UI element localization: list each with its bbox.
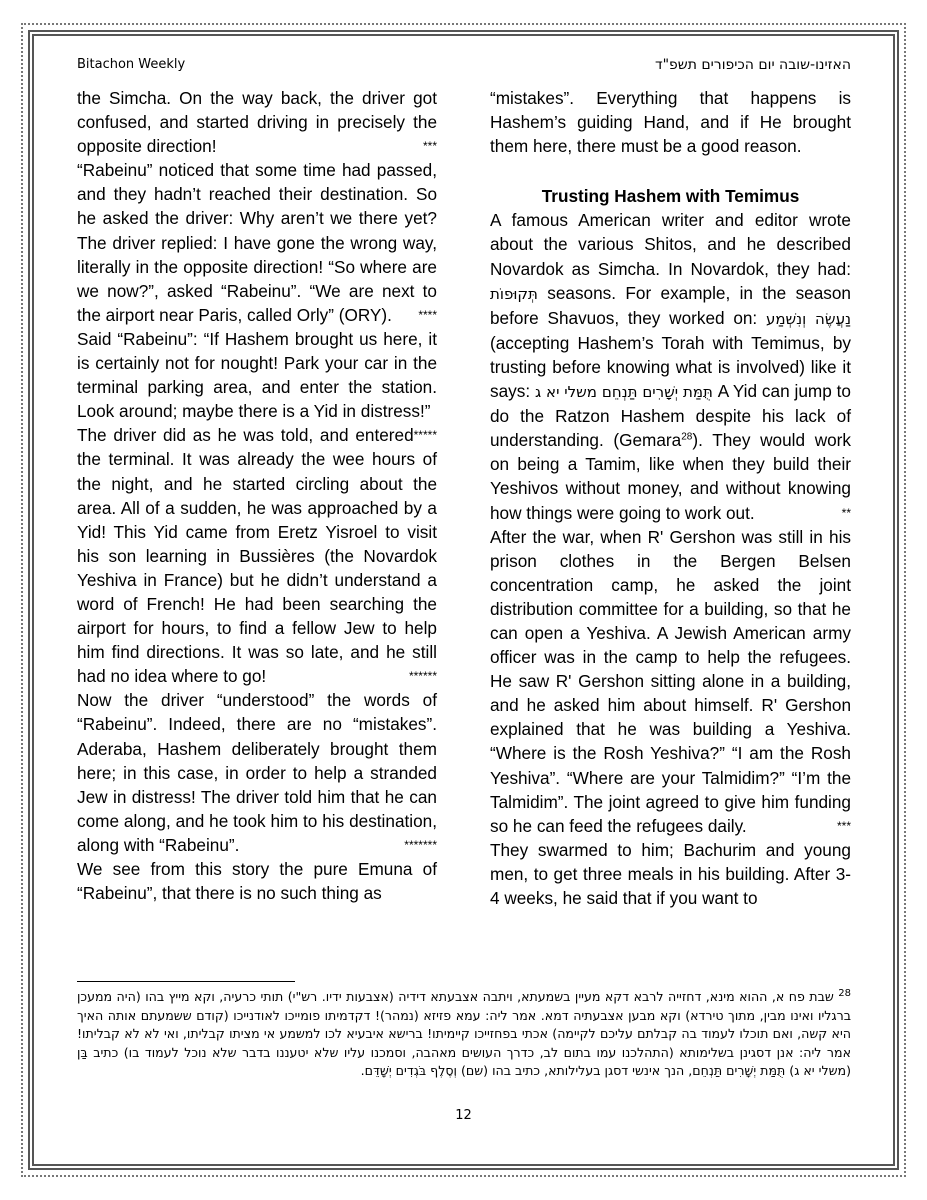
paragraph: They swarmed to him; Bachurim and young men, to get three meals in his building. After 3-4 weeks, he said that if you want to [490,839,851,908]
paragraph-text: the Simcha. On the way back, the driver got confused, and started driving in precisely the opposite direction! [77,88,437,157]
right-column [490,86,851,910]
paragraph [490,525,851,838]
header-publication: Bitachon Weekly [77,57,186,72]
paragraph-text: “Rabeinu” noticed that some time had passed, and they hadn’t reached their destination. So he asked the driver: Why aren’t we there yet? The driver replied: I have gone the wrong way, literally in the opposite direction! “So where are we now?”, asked “Rabeinu”. “We are next to the airport near Paris, called Orly” (ORY). [77,160,437,325]
paragraph [490,208,851,524]
footnote-ref: 28 [681,431,693,443]
paragraph-text: ). They would work on being a Tamim, like when they build their Yeshivos without money, and without knowing how things were going to work out. [490,430,851,523]
hebrew-term: נַעֲשֶׂה וְנִשְׁמַע [765,309,851,328]
section-stars: ****** [408,669,437,684]
footnote-text: שבת פח א, ההוא מינא, דחזייה לרבא דקא מעיין בשמעתא, ויתבה אצבעתא דידיה (אצבעות ידיו. רש"י) תותי כרעיה, וקא מייץ בהו (היה ממעכן ברגליו ואינו מבין, מתוך טירדא) וקא מבען אצבעתיה דמא. אמר ליה: עמא פזיזא (נמהר)! דקדמיתו פומייכו לאודנייכו (קודם ששמעתם אותה האיך היא קשה, ואם תוכלו לעמוד בה קבלתם עליכם לקיימה) אכתי בפחזייכו קיימיתו! ברישא איבעיא לכו למשמע אי מציתו קבליתו, ואי לא לא קבליתו! אמר ליה: אנן דסגינן בשלימותא (התהלכנו עמו בתום לב, כדרך העושים מאהבה, וסמכנו עליו שלא יטעננו בדבר שלא נוכל לעמוד בו) כתיב בַּן (משלי יא ג) תֻּמַּת יְשָׁרִים תַּנְחֵם, הנך אינשי דסגן בעלילותא, כתיב בהו (שם) וְסֶלֶף בֹּגְדִים יְשָׁדֵּם. [77,989,851,1079]
paragraph-text: A famous American writer and editor wrote about the various Shitos, and he described Novardok as Simcha. In Novardok, they had: [490,210,851,279]
section-stars: ***** [413,428,437,443]
section-stars: ******* [404,837,437,852]
paragraph-text: A Yid can jump to do the Ratzon Hashem despite his lack of understanding. (Gemara [490,381,851,451]
paragraph [77,423,437,688]
paragraph: “mistakes”. Everything that happens is Hashem’s guiding Hand, and if He brought them here, there must be a good reason. [490,88,851,157]
section-stars: ** [841,505,851,520]
paragraph [77,86,437,158]
section-stars: *** [836,818,851,833]
footnote-number: 28 [838,987,851,999]
paragraph [77,857,437,905]
paragraph [77,688,437,857]
page-number: 12 [455,1108,472,1123]
footnote-divider [77,981,295,982]
footnote [77,988,851,1081]
paragraph-text: After the war, when R' Gershon was still in his prison clothes in the Bergen Belsen concentration camp, he asked the joint distribution committee for a building, so that he can open a Yeshiva. A Jewish American army officer was in the camp to help the refugees. He saw R' Gershon sitting alone in a building, and he asked him about himself. R' Gershon explained that he was building a Yeshiva. “Where is the Rosh Yeshiva?” “I am the Rosh Yeshiva”. “Where are your Talmidim?” “I’m the Talmidim”. The joint agreed to give him funding so he can feed the refugees daily. [490,526,851,836]
hebrew-quote: תֻּמַּת יְשָׁרִים תַּנְחֵם משלי יא ג [535,383,713,402]
paragraph-text: (accepting Hashem’s Torah with Temimus, by trusting before knowing what is involved) like it says: [490,332,851,402]
paragraph [77,327,437,443]
paragraph-text: Now the driver “understood” the words of “Rabeinu”. Indeed, there are no “mistakes”. Aderaba, Hashem deliberately brought them here; in this case, in order to help a stranded Jew in distress! The driver told him that he can come along, and he took him to his destination, along with “Rabeinu”. [77,690,437,855]
left-column [77,86,437,905]
section-heading: Trusting Hashem with Temimus [541,186,800,207]
paragraph-text: seasons. For example, in the season before Shavuos, they worked on: [490,282,851,328]
paragraph [77,158,437,327]
section-stars: *** [422,139,437,154]
paragraph-text: Said “Rabeinu”: “If Hashem brought us here, it is certainly not for nought! Park your car in the terminal parking area, and enter the station. Look around; maybe there is a Yid in distress!” [77,328,437,422]
paragraph-text: We see from this story the pure Emuna of “Rabeinu”, that there is no such thing as [77,859,437,904]
section-stars: **** [418,307,437,322]
hebrew-term: תְּקוּפוֹת [490,284,538,303]
header-parsha: האזינו-שובה יום הכיפורים תשפ"ד [654,57,851,73]
paragraph-text: The driver did as he was told, and entered the terminal. It was already the wee hours of the night, and he started circling about the area. All of a sudden, he was approached by a Yid! This Yid came from Eretz Yisroel to visit his son learning in Bussières (the Novardok Yeshiva in France) but he didn’t understand a word of French! He had been searching the airport for hours, to find a fellow Jew to help him find directions. It was so late, and he still had no idea where to go! [77,425,437,687]
